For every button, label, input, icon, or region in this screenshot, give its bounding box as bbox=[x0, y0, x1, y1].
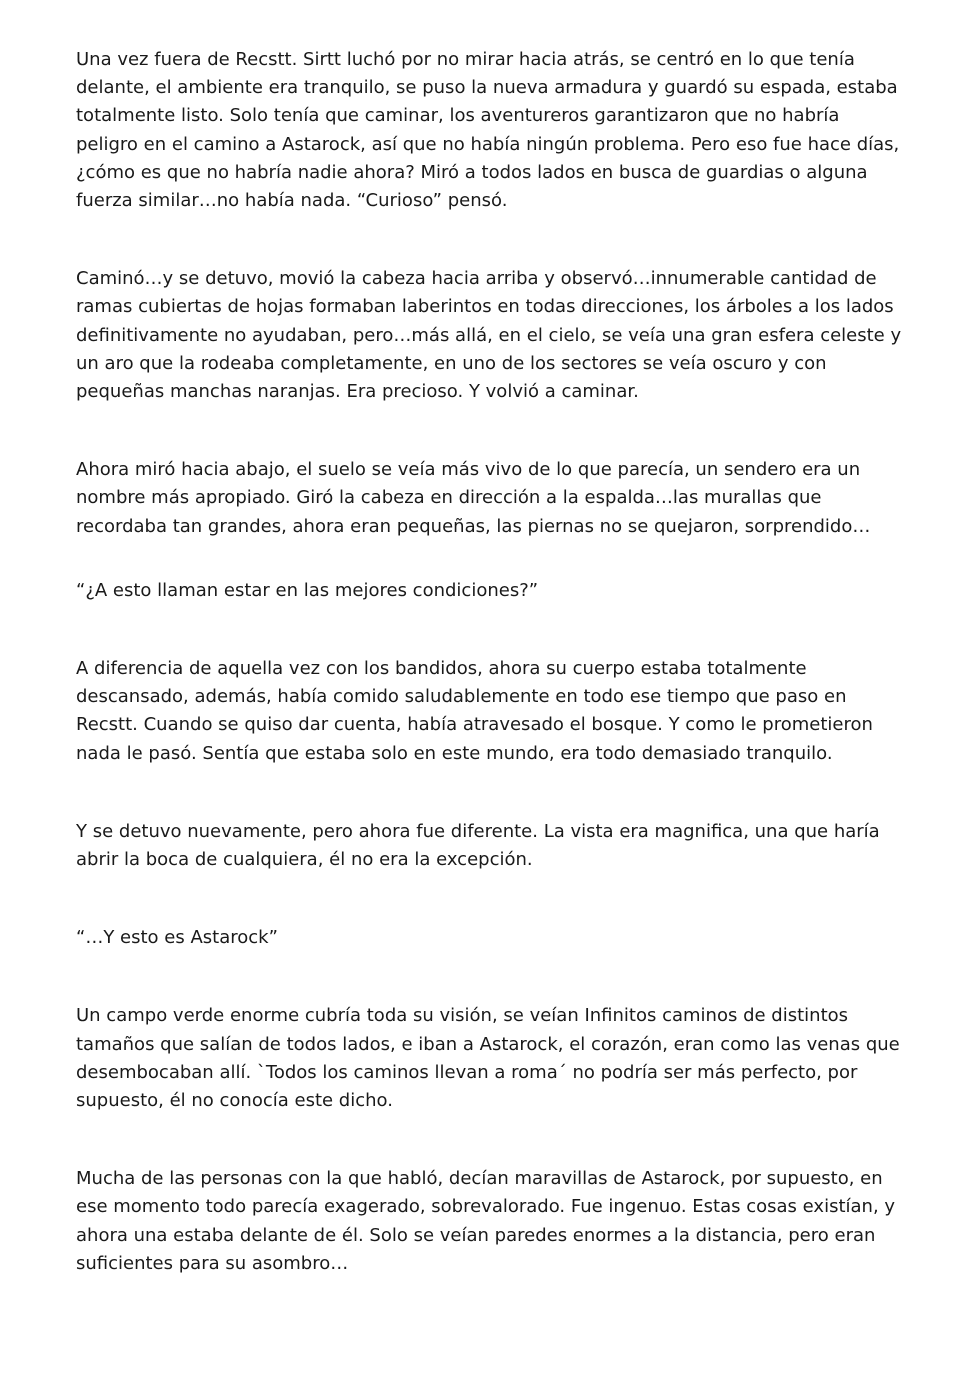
paragraph-spacer bbox=[76, 952, 906, 1002]
paragraph-spacer bbox=[76, 215, 906, 265]
paragraph-spacer bbox=[76, 874, 906, 924]
paragraph-spacer bbox=[76, 541, 906, 577]
paragraph-spacer bbox=[76, 605, 906, 655]
paragraph-6: Un campo verde enorme cubría toda su visión, se veían Infinitos caminos de distintos tamaños que salían de todos lados, e iban a Astarock, el corazón, eran como las venas que desembocaban allí. `Todos los caminos llevan a roma´ no podría ser más perfecto, por supuesto, él no conocía este dicho. bbox=[76, 1005, 900, 1112]
paragraph-spacer bbox=[76, 406, 906, 456]
paragraph-7: Mucha de las personas con la que habló, decían maravillas de Astarock, por supuesto, en ese momento todo parecía exagerado, sobrevalorado. Fue ingenuo. Estas cosas existían, y ahora una estaba delante de él. Solo se veían paredes enormes a la distancia, pero eran suficientes para su asombro… bbox=[76, 1168, 896, 1274]
paragraph-spacer bbox=[76, 1115, 906, 1165]
paragraph-5: Y se detuvo nuevamente, pero ahora fue diferente. La vista era magnifica, una que haría abrir la boca de cualquiera, él no era la excepción. bbox=[76, 820, 880, 871]
paragraph-4: A diferencia de aquella vez con los bandidos, ahora su cuerpo estaba totalmente descansado, además, había comido saludablemente en todo ese tiempo que paso en Recstt. Cuando se quiso dar cuenta, había atravesado el bosque. Y como le prometieron nada le pasó. Sentía que estaba solo en este mundo, era todo demasiado tranquilo. bbox=[76, 658, 873, 764]
paragraph-1: Una vez fuera de Recstt. Sirtt luchó por no mirar hacia atrás, se centró en lo que tenía delante, el ambiente era tranquilo, se puso la nueva armadura y guardó su espada, estaba totalmente listo. Solo tenía que caminar, los aventureros garantizaron que no habría peligro en el camino a Astarock, así que no había ningún problema. Pero eso fue hace días, ¿cómo es que no habría nadie ahora? Miró a todos lados en busca de guardias o alguna fuerza similar…no había nada. “Curioso” pensó. bbox=[76, 49, 900, 212]
paragraph-2: Caminó…y se detuvo, movió la cabeza hacia arriba y observó…innumerable cantidad de ramas cubiertas de hojas formaban laberintos en todas direcciones, los árboles a los lados definitivamente no ayudaban, pero…más allá, en el cielo, se veía una gran esfera celeste y un aro que la rodeaba completamente, en uno de los sectores se veía oscuro y con pequeñas manchas naranjas. Era precioso. Y volvió a caminar. bbox=[76, 268, 902, 403]
paragraph-3: Ahora miró hacia abajo, el suelo se veía más vivo de lo que parecía, un sendero era un nombre más apropiado. Giró la cabeza en dirección a la espalda…las murallas que recordaba tan grandes, ahora eran pequeñas, las piernas no se quejaron, sorprendido… bbox=[76, 459, 871, 537]
paragraph-spacer bbox=[76, 768, 906, 818]
dialogue-2: “…Y esto es Astarock” bbox=[76, 927, 278, 949]
dialogue-1: “¿A esto llaman estar en las mejores condiciones?” bbox=[76, 579, 539, 601]
document-page bbox=[76, 46, 906, 1278]
